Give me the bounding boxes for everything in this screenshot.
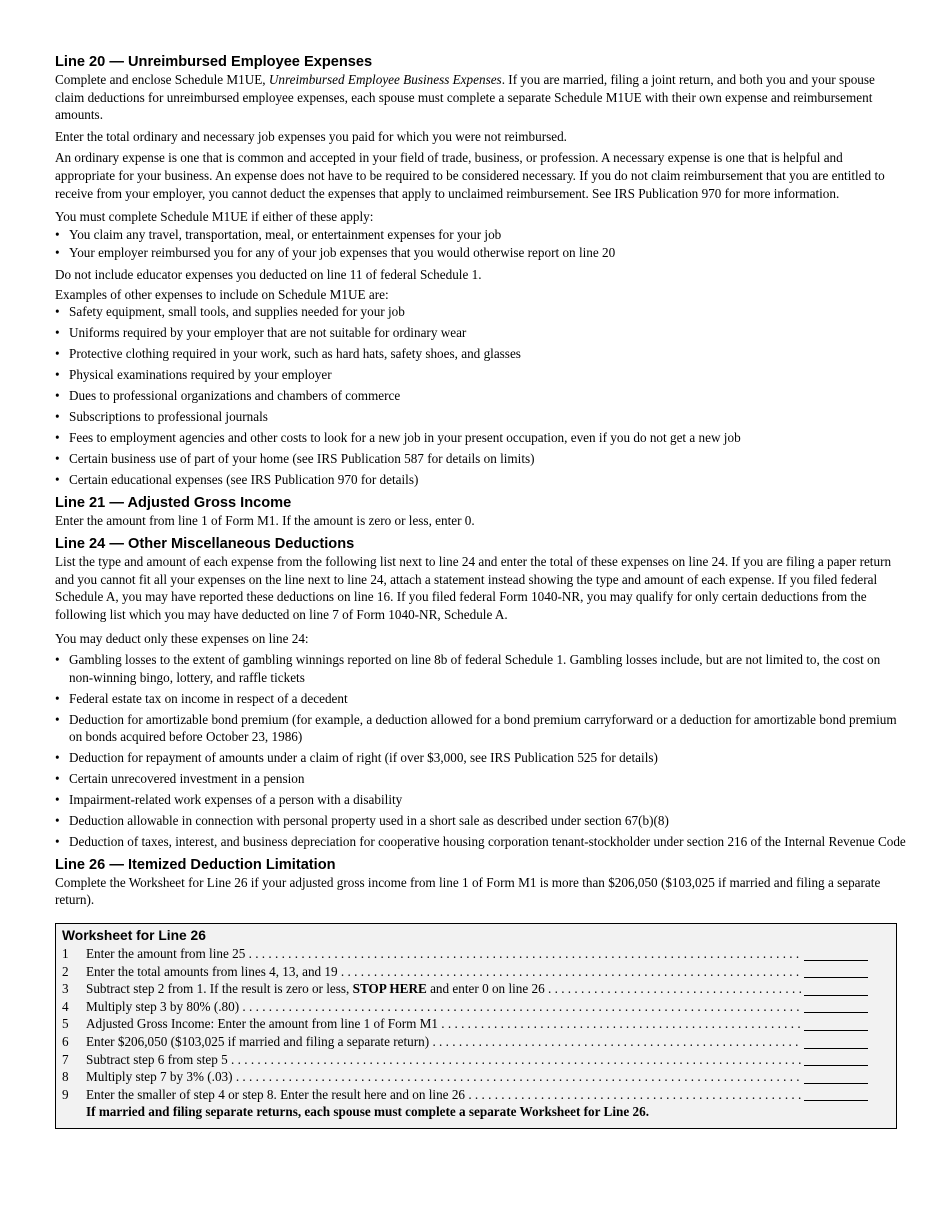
worksheet-title: Worksheet for Line 26	[62, 928, 206, 944]
step-5-amount-field[interactable]	[804, 1016, 868, 1031]
worksheet-step	[62, 945, 868, 963]
line26-paragraph: Complete the Worksheet for Line 26 if your adjusted gross income from line 1 of Form M1 is more than $206,050 ($103,025 if married and filing a separate return).	[55, 874, 881, 908]
worksheet-note: If married and filing separate returns, each spouse must complete a separate Worksheet for Line 26.	[86, 1104, 649, 1120]
line21-paragraph: Enter the amount from line 1 of Form M1. If the amount is zero or less, enter 0.	[55, 512, 475, 528]
worksheet-step	[62, 1086, 868, 1104]
worksheet-step	[62, 998, 868, 1016]
list-item: • Subscriptions to professional journals	[55, 408, 906, 426]
line20-must-list	[55, 226, 906, 262]
list-item: • Your employer reimbursed you for any of your job expenses that you would otherwise report on line 20	[55, 244, 906, 262]
list-item: • Safety equipment, small tools, and supplies needed for your job	[55, 303, 906, 321]
line20-paragraph-4: You must complete Schedule M1UE if either of these apply:	[55, 209, 374, 225]
list-item: • Uniforms required by your employer that are not suitable for ordinary wear	[55, 324, 906, 342]
step-number: 7	[62, 1051, 69, 1067]
list-item: • Impairment-related work expenses of a person with a disability	[55, 791, 906, 809]
step-9-amount-field[interactable]	[804, 1086, 868, 1101]
line20-examples-list	[55, 303, 906, 488]
line24-heading: Line 24 — Other Miscellaneous Deductions	[55, 536, 355, 553]
step-number: 2	[62, 963, 69, 979]
list-item: • Gambling losses to the extent of gambling winnings reported on line 8b of federal Schedule 1. Gambling losses include, but are not limited to, the cost on non-winning bingo, lottery, and raffle tickets	[55, 651, 906, 686]
worksheet-step	[62, 963, 868, 981]
step-6-amount-field[interactable]	[804, 1034, 868, 1049]
step-text: Multiply step 7 by 3% (.03) . . .	[86, 1068, 802, 1086]
line24-deductions-list	[55, 651, 906, 851]
step-text: Enter the total amounts from lines 4, 13, and 19 . . .	[86, 963, 802, 981]
line20-heading: Line 20 — Unreimbursed Employee Expenses	[55, 54, 373, 70]
list-item: • Federal estate tax on income in respect of a decedent	[55, 690, 906, 708]
line20-paragraph-3: An ordinary expense is one that is common and accepted in your field of trade, business, or profession. A necessary expense is one that is helpful and appropriate for your business. An expense does not have to be required to be considered necessary. If you do not claim reimbursement that you are entitled to receive from your employer, you cannot deduct the expenses that apply to unclaimed reimbursement. See IRS Publication 970 for more information.	[55, 150, 885, 201]
list-item: • Dues to professional organizations and chambers of commerce	[55, 387, 906, 405]
worksheet-step	[62, 980, 868, 998]
step-text: Subtract step 6 from step 5 . . .	[86, 1051, 802, 1069]
step-number: 4	[62, 998, 69, 1014]
list-item: • Deduction of taxes, interest, and business depreciation for cooperative housing corporation tenant-stockholder under section 216 of the Internal Revenue Code	[55, 833, 906, 851]
list-item: • Certain educational expenses (see IRS Publication 970 for details)	[55, 471, 906, 489]
step-4-amount-field[interactable]	[804, 998, 868, 1013]
step-3-amount-field[interactable]	[804, 981, 868, 996]
step-number: 9	[62, 1086, 69, 1102]
worksheet-step	[62, 1033, 868, 1051]
worksheet-line26	[55, 923, 897, 1129]
step-text: Multiply step 3 by 80% (.80) . . .	[86, 998, 802, 1016]
line26-heading: Line 26 — Itemized Deduction Limitation	[55, 856, 336, 873]
list-item: • You claim any travel, transportation, meal, or entertainment expenses for your job	[55, 226, 906, 244]
step-number: 6	[62, 1033, 69, 1049]
step-number: 8	[62, 1069, 69, 1085]
line20-paragraph-6: Examples of other expenses to include on Schedule M1UE are:	[55, 286, 389, 302]
step-7-amount-field[interactable]	[804, 1051, 868, 1066]
step-number: 5	[62, 1016, 69, 1032]
step-text: Enter the amount from line 25 . . .	[86, 945, 802, 963]
list-item: • Fees to employment agencies and other costs to look for a new job in your present occupation, even if you do not get a new job	[55, 429, 906, 447]
list-item: • Deduction for repayment of amounts under a claim of right (if over $3,000, see IRS Publication 525 for details)	[55, 749, 906, 767]
step-text: Adjusted Gross Income: Enter the amount from line 1 of Form M1 . . .	[86, 1015, 802, 1033]
list-item: • Certain unrecovered investment in a pension	[55, 770, 906, 788]
list-item: • Deduction allowable in connection with personal property used in a short sale as described under section 67(b)(8)	[55, 812, 906, 830]
worksheet-step	[62, 1068, 868, 1086]
step-8-amount-field[interactable]	[804, 1069, 868, 1084]
list-item: • Certain business use of part of your home (see IRS Publication 587 for details on limits)	[55, 450, 906, 468]
step-number: 1	[62, 946, 69, 962]
line20-paragraph-5: Do not include educator expenses you deducted on line 11 of federal Schedule 1.	[55, 266, 482, 282]
line24-paragraph-2: You may deduct only these expenses on line 24:	[55, 630, 309, 646]
line21-heading: Line 21 — Adjusted Gross Income	[55, 494, 292, 511]
step-number: 3	[62, 981, 69, 997]
worksheet-step	[62, 1015, 868, 1033]
list-item: • Physical examinations required by your employer	[55, 366, 906, 384]
list-item: • Protective clothing required in your work, such as hard hats, safety shoes, and glasses	[55, 345, 906, 363]
line20-paragraph-1: Complete and enclose Schedule M1UE, Unreimbursed Employee Business Expenses. If you are married, filing a joint return, and both you and your spouse claim deductions for unreimbursed employee expenses, each spouse must complete a separate Schedule M1UE with their own expense and reimbursement amounts.	[55, 72, 875, 123]
step-text: Enter $206,050 ($103,025 if married and filing a separate return) . . .	[86, 1033, 802, 1051]
worksheet-step	[62, 1051, 868, 1069]
line20-paragraph-2: Enter the total ordinary and necessary job expenses you paid for which you were not reimbursed.	[55, 128, 567, 144]
step-2-amount-field[interactable]	[804, 963, 868, 978]
list-item: • Deduction for amortizable bond premium (for example, a deduction allowed for a bond premium carryforward or a deduction for amortizable bond premium on bonds acquired before October 23, 1986)	[55, 711, 906, 746]
step-text: Enter the smaller of step 4 or step 8. Enter the result here and on line 26 . . .	[86, 1086, 802, 1104]
line24-paragraph-1: List the type and amount of each expense from the following list next to line 24 and enter the total of these expenses on line 24. If you are filing a paper return and you cannot fit all your expenses on the line next to line 24, attach a statement instead showing the type and amount of each expense. If you filed federal Schedule A, you may have reported these deductions on line 16. If you filed federal Form 1040-NR, you may qualify for only certain deductions from the following list which you may have deducted on line 7 of Form 1040-NR, Schedule A.	[55, 554, 892, 622]
step-1-amount-field[interactable]	[804, 946, 868, 961]
step-text: Subtract step 2 from 1. If the result is zero or less, STOP HERE and enter 0 on line 26 . . .	[86, 980, 802, 998]
